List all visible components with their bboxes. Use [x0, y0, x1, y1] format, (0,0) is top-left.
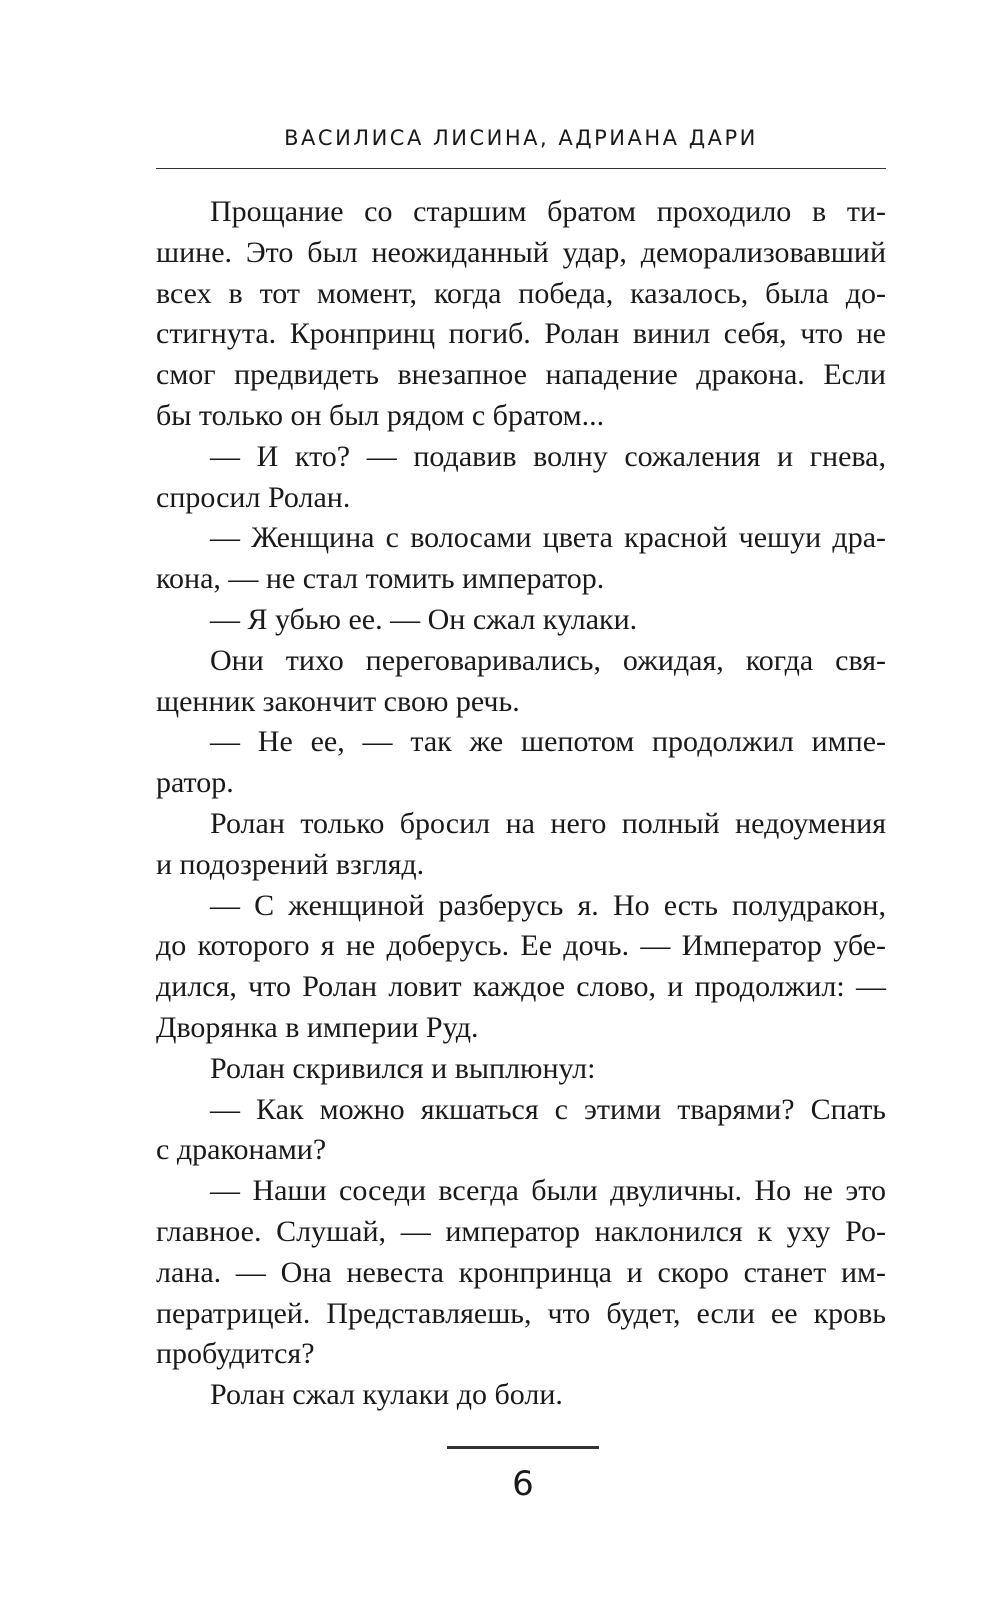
text-line: — Как можно якшаться с этими тварями? Спать — [210, 1092, 886, 1126]
text-line: — Женщина с волосами цвета красной чешуи дра- — [210, 521, 886, 555]
text-line: — И кто? — подавив волну сожаления и гнева, — [210, 439, 886, 473]
text-line: Ролан скривился и выплюнул: — [210, 1051, 596, 1085]
text-line: — Я убью ее. — Он сжал кулаки. — [210, 602, 638, 636]
text-line: бы только он был рядом с братом... — [156, 398, 605, 432]
text-line: с драконами? — [156, 1133, 327, 1167]
text-line: щенник закончит свою речь. — [156, 684, 520, 718]
body-text — [156, 192, 886, 1416]
text-line: — Не ее, — так же шепотом продолжил импе- — [210, 725, 886, 759]
text-line: Дворянка в империи Руд. — [156, 1010, 479, 1044]
text-line: стигнута. Кронпринц погиб. Ролан винил себя, что не — [156, 317, 886, 351]
text-line: и подозрений взгляд. — [156, 847, 425, 881]
text-line: спросил Ролан. — [156, 480, 351, 514]
text-line: ператрицей. Представляешь, что будет, если ее кровь — [156, 1296, 886, 1330]
page-number: 6 — [512, 1464, 534, 1504]
text-line: Они тихо переговаривались, ожидая, когда свя- — [210, 643, 886, 677]
text-line: пробудится? — [156, 1337, 315, 1371]
text-line: ратор. — [156, 766, 234, 800]
footer-rule — [447, 1446, 599, 1449]
text-line: Прощание со старшим братом проходило в ти- — [210, 195, 886, 228]
text-line: кона, — не стал томить император. — [156, 562, 605, 596]
text-line: до которого я не доберусь. Ее дочь. — Император убе- — [156, 929, 886, 963]
header-rule — [156, 168, 886, 169]
text-line: шине. Это был неожиданный удар, деморализовавший — [156, 235, 886, 269]
text-line: лана. — Она невеста кронпринца и скоро станет им- — [156, 1255, 886, 1289]
text-line: — С женщиной разберусь я. Но есть полудракон, — [210, 888, 886, 922]
text-line: Ролан только бросил на него полный недоумения — [210, 806, 886, 840]
text-line: смог предвидеть внезапное нападение дракона. Если — [156, 358, 886, 392]
text-line: всех в тот момент, когда победа, казалось, была до- — [156, 276, 886, 310]
text-line: Ролан сжал кулаки до боли. — [210, 1378, 563, 1412]
text-line: дился, что Ролан ловит каждое слово, и продолжил: — — [156, 970, 886, 1004]
running-head: ВАСИЛИСА ЛИСИНА, АДРИАНА ДАРИ — [284, 126, 758, 150]
text-line: — Наши соседи всегда были двуличны. Но не это — [210, 1174, 886, 1208]
text-line: главное. Слушай, — император наклонился к уху Ро- — [156, 1214, 886, 1248]
